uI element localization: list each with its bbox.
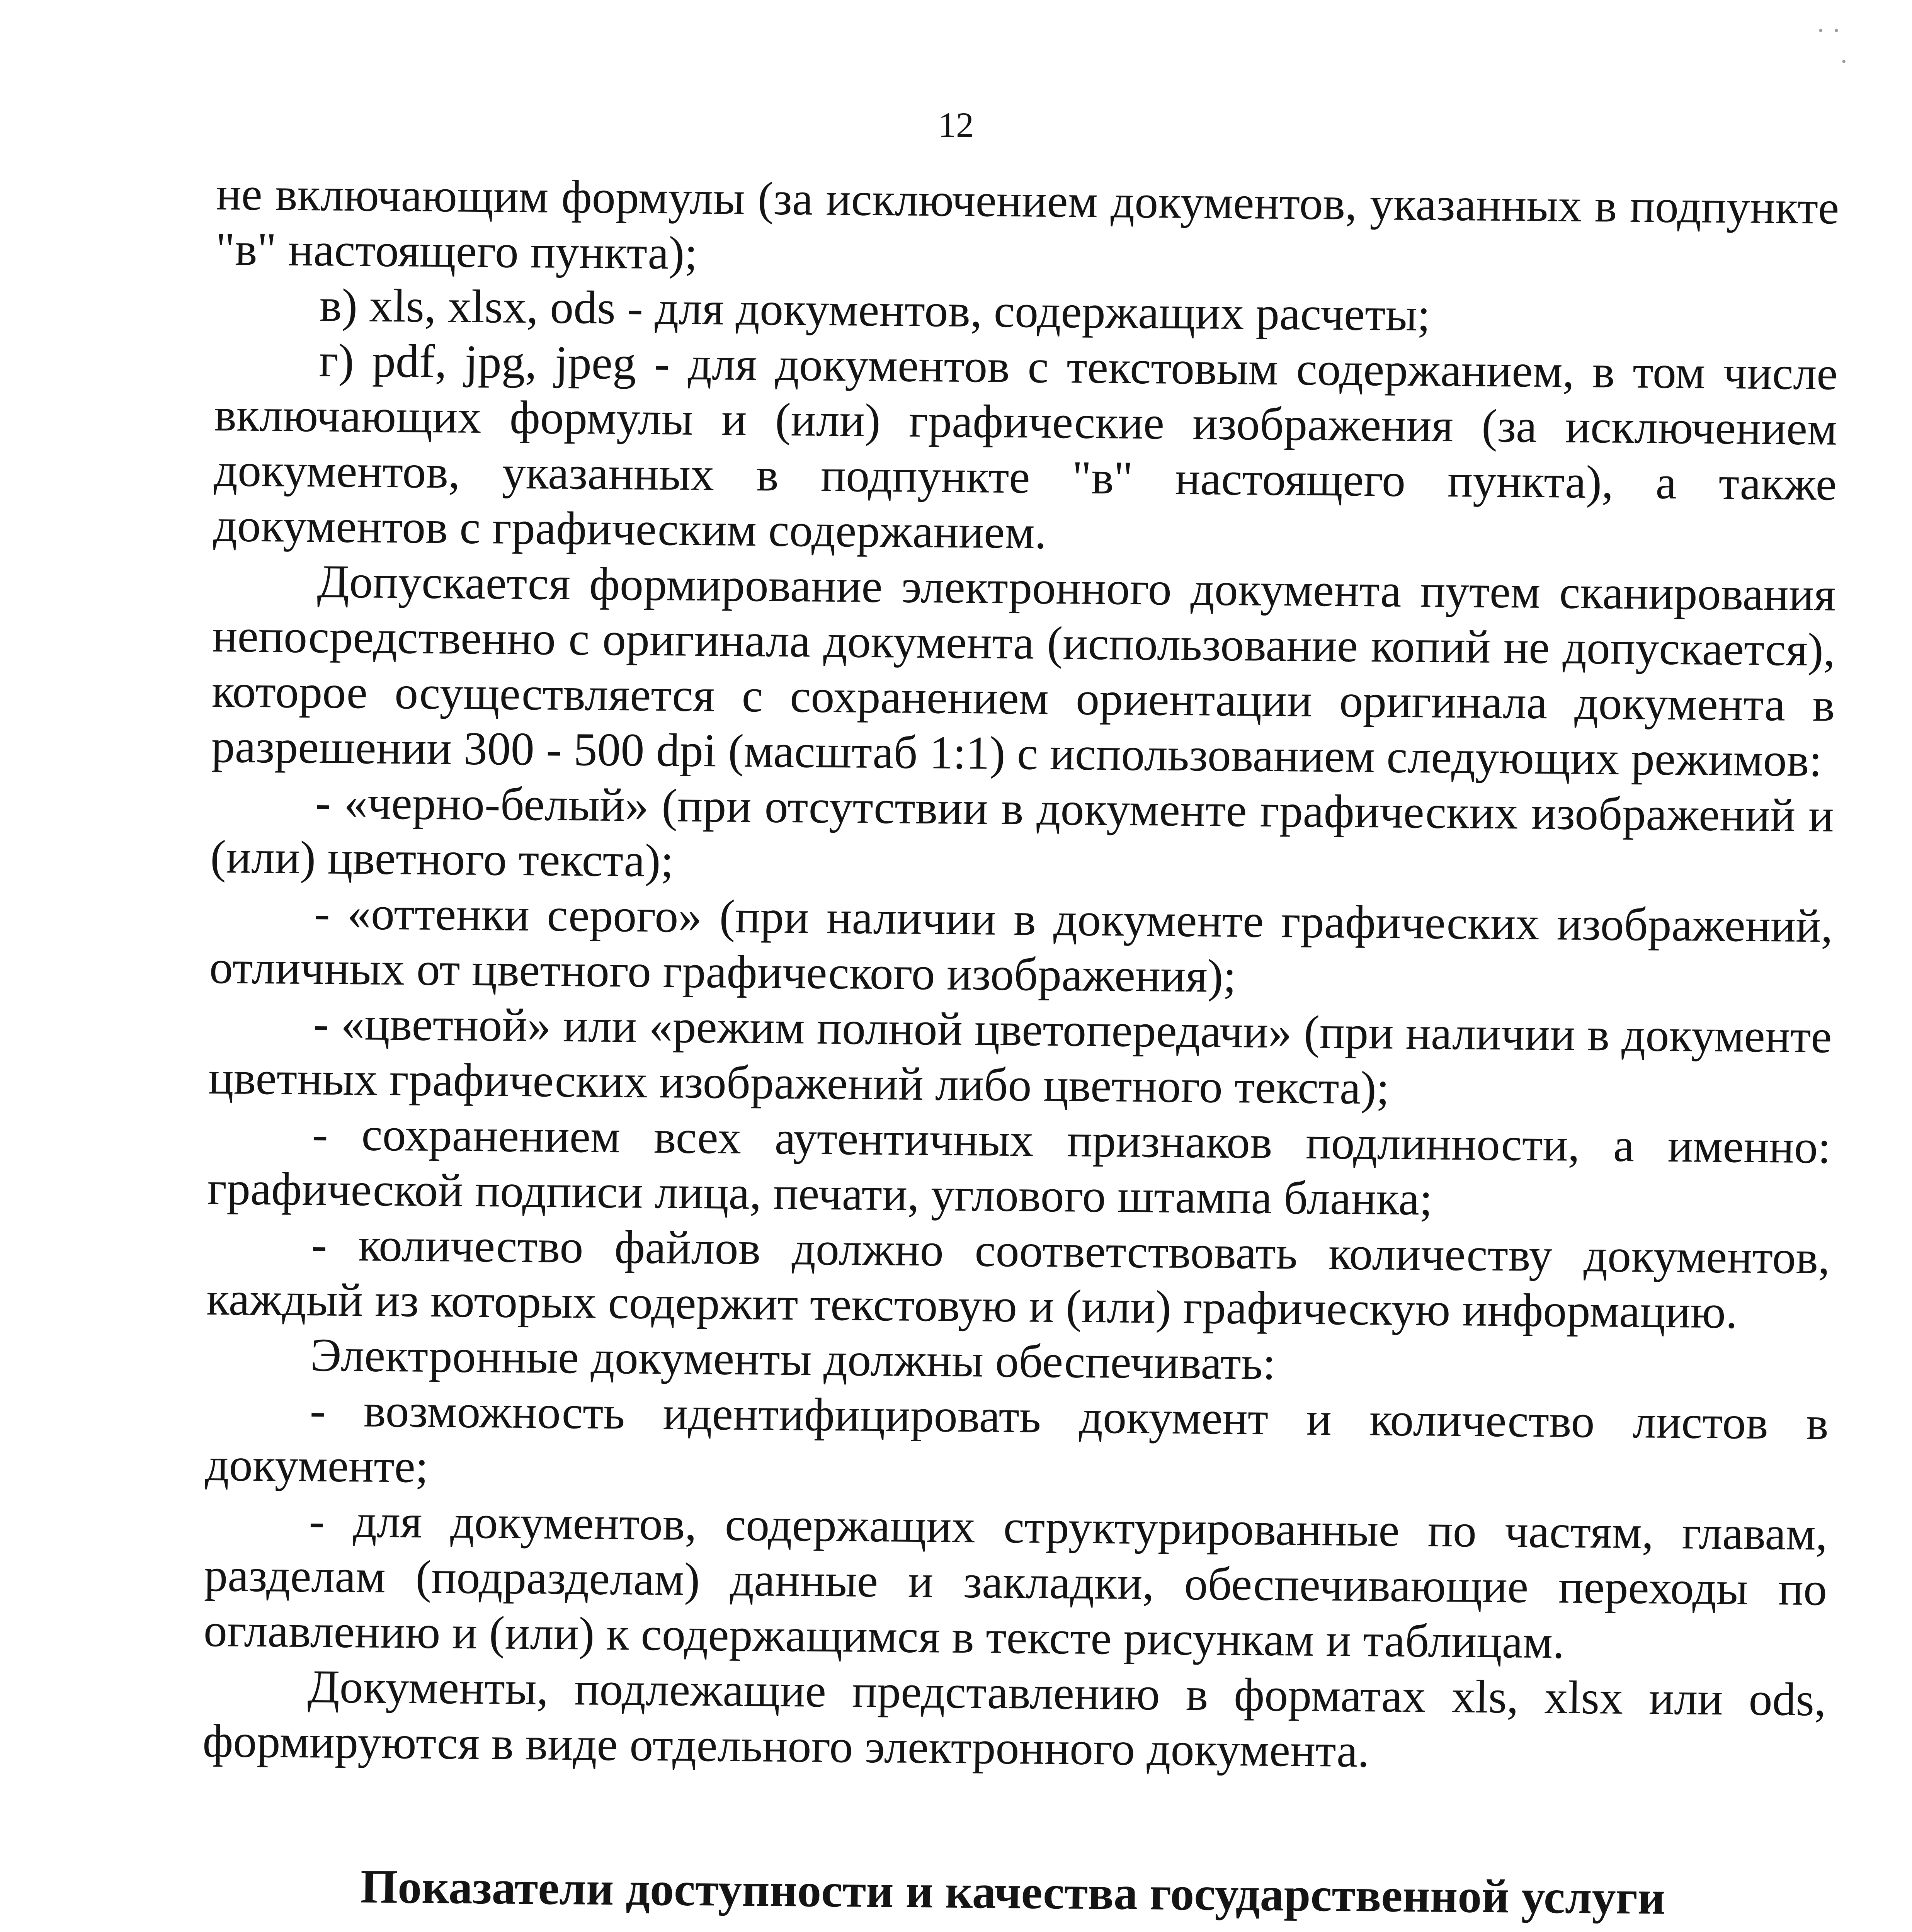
list-item: - «цветной» или «режим полной цветопередачи» (при наличии в документе цветных графических изображений либо цветного текста); bbox=[208, 997, 1832, 1114]
list-item: - количество файлов должно соответствовать количеству документов, каждый из которых содержит текстовую и (или) графическую информацию. bbox=[206, 1218, 1830, 1338]
paragraph: г) pdf, jpg, jpeg - для документов с текстовым содержанием, в том числе включающих формулы и (или) графические изображения (за исключением документов, указанных в подпункте "в" настоящего пункта), а также документов с графическим содержанием. bbox=[213, 334, 1838, 559]
scan-noise: · bbox=[1839, 47, 1849, 77]
list-item: - «черно-белый» (при отсутствии в документе графических изображений и (или) цветного текста); bbox=[210, 776, 1834, 887]
paragraph: в) xls, xlsx, ods - для документов, содержащих расчеты; bbox=[319, 279, 1431, 341]
list-item: - «оттенки серого» (при наличии в документе графических изображений, отличных от цветного графического изображения); bbox=[209, 887, 1833, 1003]
list-item: - для документов, содержащих структурированные по частям, главам, разделам (подразделам) данные и закладки, обеспечивающие переходы по оглавлению и (или) к содержащимся в тексте рисункам и таблицам. bbox=[203, 1495, 1828, 1668]
paragraph: Электронные документы должны обеспечивать: bbox=[310, 1329, 1276, 1390]
paragraph: Допускается формирование электронного документа путем сканирования непосредственно с оригинала документа (использование копий не допускается), которое осуществляется с сохранением ориентации оригинала документа в разрешении 300 - 500 dpi (масштаб 1:1) с использованием следующих режимов: bbox=[211, 555, 1836, 787]
list-item: - возможность идентифицировать документ и количество листов в документе; bbox=[205, 1384, 1829, 1493]
page-number: 12 bbox=[938, 105, 974, 145]
paragraph: Документы, подлежащие представлению в форматах xls, xlsx или ods, формируются в виде отдельного электронного документа. bbox=[202, 1660, 1827, 1777]
paragraph: не включающим формулы (за исключением документов, указанных в подпункте "в" настоящего пункта); bbox=[215, 167, 1839, 279]
scan-noise: · · bbox=[1816, 16, 1841, 46]
section-heading: Показатели доступности и качества государственной услуги bbox=[360, 1860, 1665, 1924]
document-body bbox=[194, 166, 1839, 1932]
list-item: - сохранением всех аутентичных признаков подлинности, а именно: графической подписи лица, печати, углового штампа бланка; bbox=[207, 1108, 1831, 1225]
